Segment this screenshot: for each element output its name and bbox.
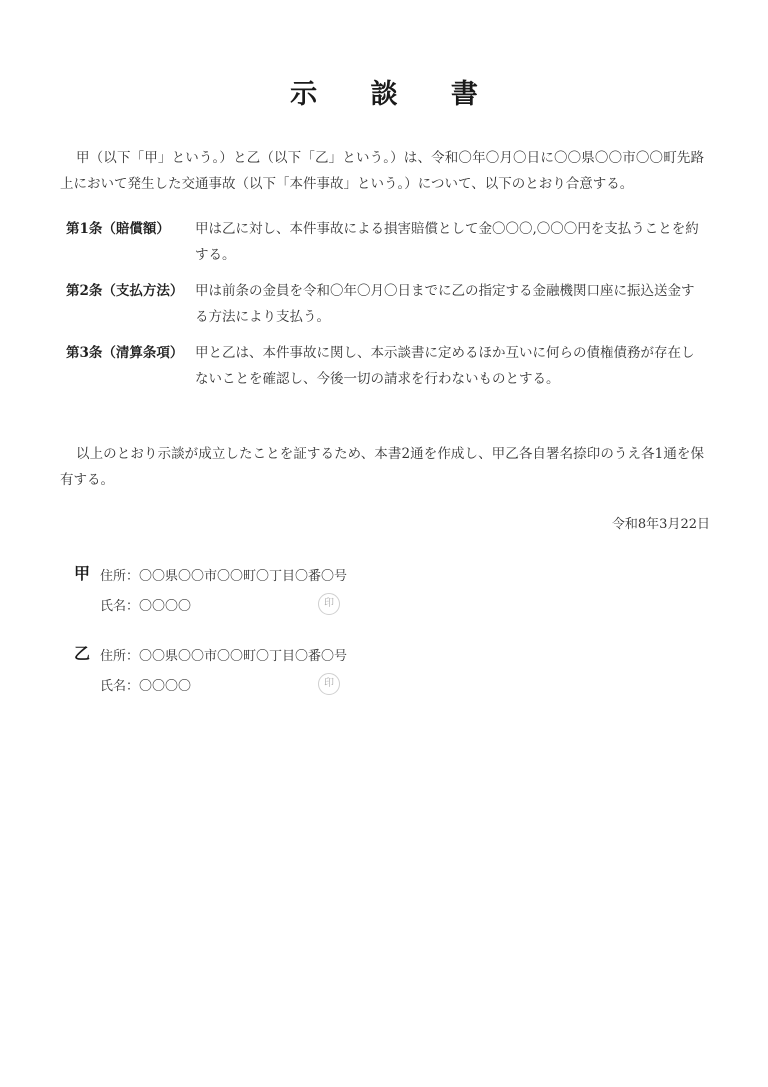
name-value: 〇〇〇〇 — [139, 679, 192, 694]
seal-stamp-icon: 印 — [318, 593, 340, 615]
name-row — [100, 595, 191, 614]
name-value: 〇〇〇〇 — [139, 599, 192, 614]
closing-paragraph: 以上のとおり示談が成立したことを証するため、本書2通を作成し、甲乙各自署名捺印のうえ各1通を保有する。 — [60, 446, 704, 488]
title-char: 示 — [290, 79, 318, 110]
address-label: 住所： — [100, 649, 140, 664]
party-mark: 甲 — [74, 564, 91, 583]
seal-stamp-icon: 印 — [318, 673, 340, 695]
article-body: 甲は前条の金員を令和〇年〇月〇日までに乙の指定する金融機関口座に振込送金する方法により支払う。 — [195, 283, 695, 325]
party-mark: 乙 — [74, 644, 91, 663]
address-value: 〇〇県〇〇市〇〇町〇丁目〇番〇号 — [139, 569, 348, 584]
name-row — [100, 675, 191, 694]
article-body: 甲と乙は、本件事故に関し、本示談書に定めるほか互いに何らの債権債務が存在しないことを確認し、今後一切の請求を行わないものとする。 — [195, 345, 695, 387]
name-label: 氏名： — [100, 599, 140, 614]
article-label: 第2条（支払方法） — [66, 283, 184, 299]
name-label: 氏名： — [100, 679, 140, 694]
document-title — [0, 72, 768, 111]
title-char: 談 — [370, 79, 398, 110]
address-value: 〇〇県〇〇市〇〇町〇丁目〇番〇号 — [139, 649, 348, 664]
article-3 — [66, 340, 706, 392]
article-label: 第3条（清算条項） — [66, 345, 184, 361]
article-2 — [66, 278, 706, 330]
article-1 — [66, 216, 706, 268]
title-char: 書 — [450, 79, 478, 110]
article-label: 第1条（賠償額） — [66, 221, 170, 237]
article-body: 甲は乙に対し、本件事故による損害賠償として金〇〇〇,〇〇〇円を支払うことを約する。 — [195, 221, 699, 263]
address-row — [100, 565, 347, 584]
intro-paragraph: 甲（以下「甲」という。）と乙（以下「乙」という。）は、令和〇年〇月〇日に〇〇県〇〇市〇〇町先路上において発生した交通事故（以下「本件事故」という。）について、以下のとおり合意する。 — [60, 150, 704, 192]
address-label: 住所： — [100, 569, 140, 584]
document-date: 令和8年3月22日 — [611, 517, 710, 532]
address-row — [100, 645, 347, 664]
